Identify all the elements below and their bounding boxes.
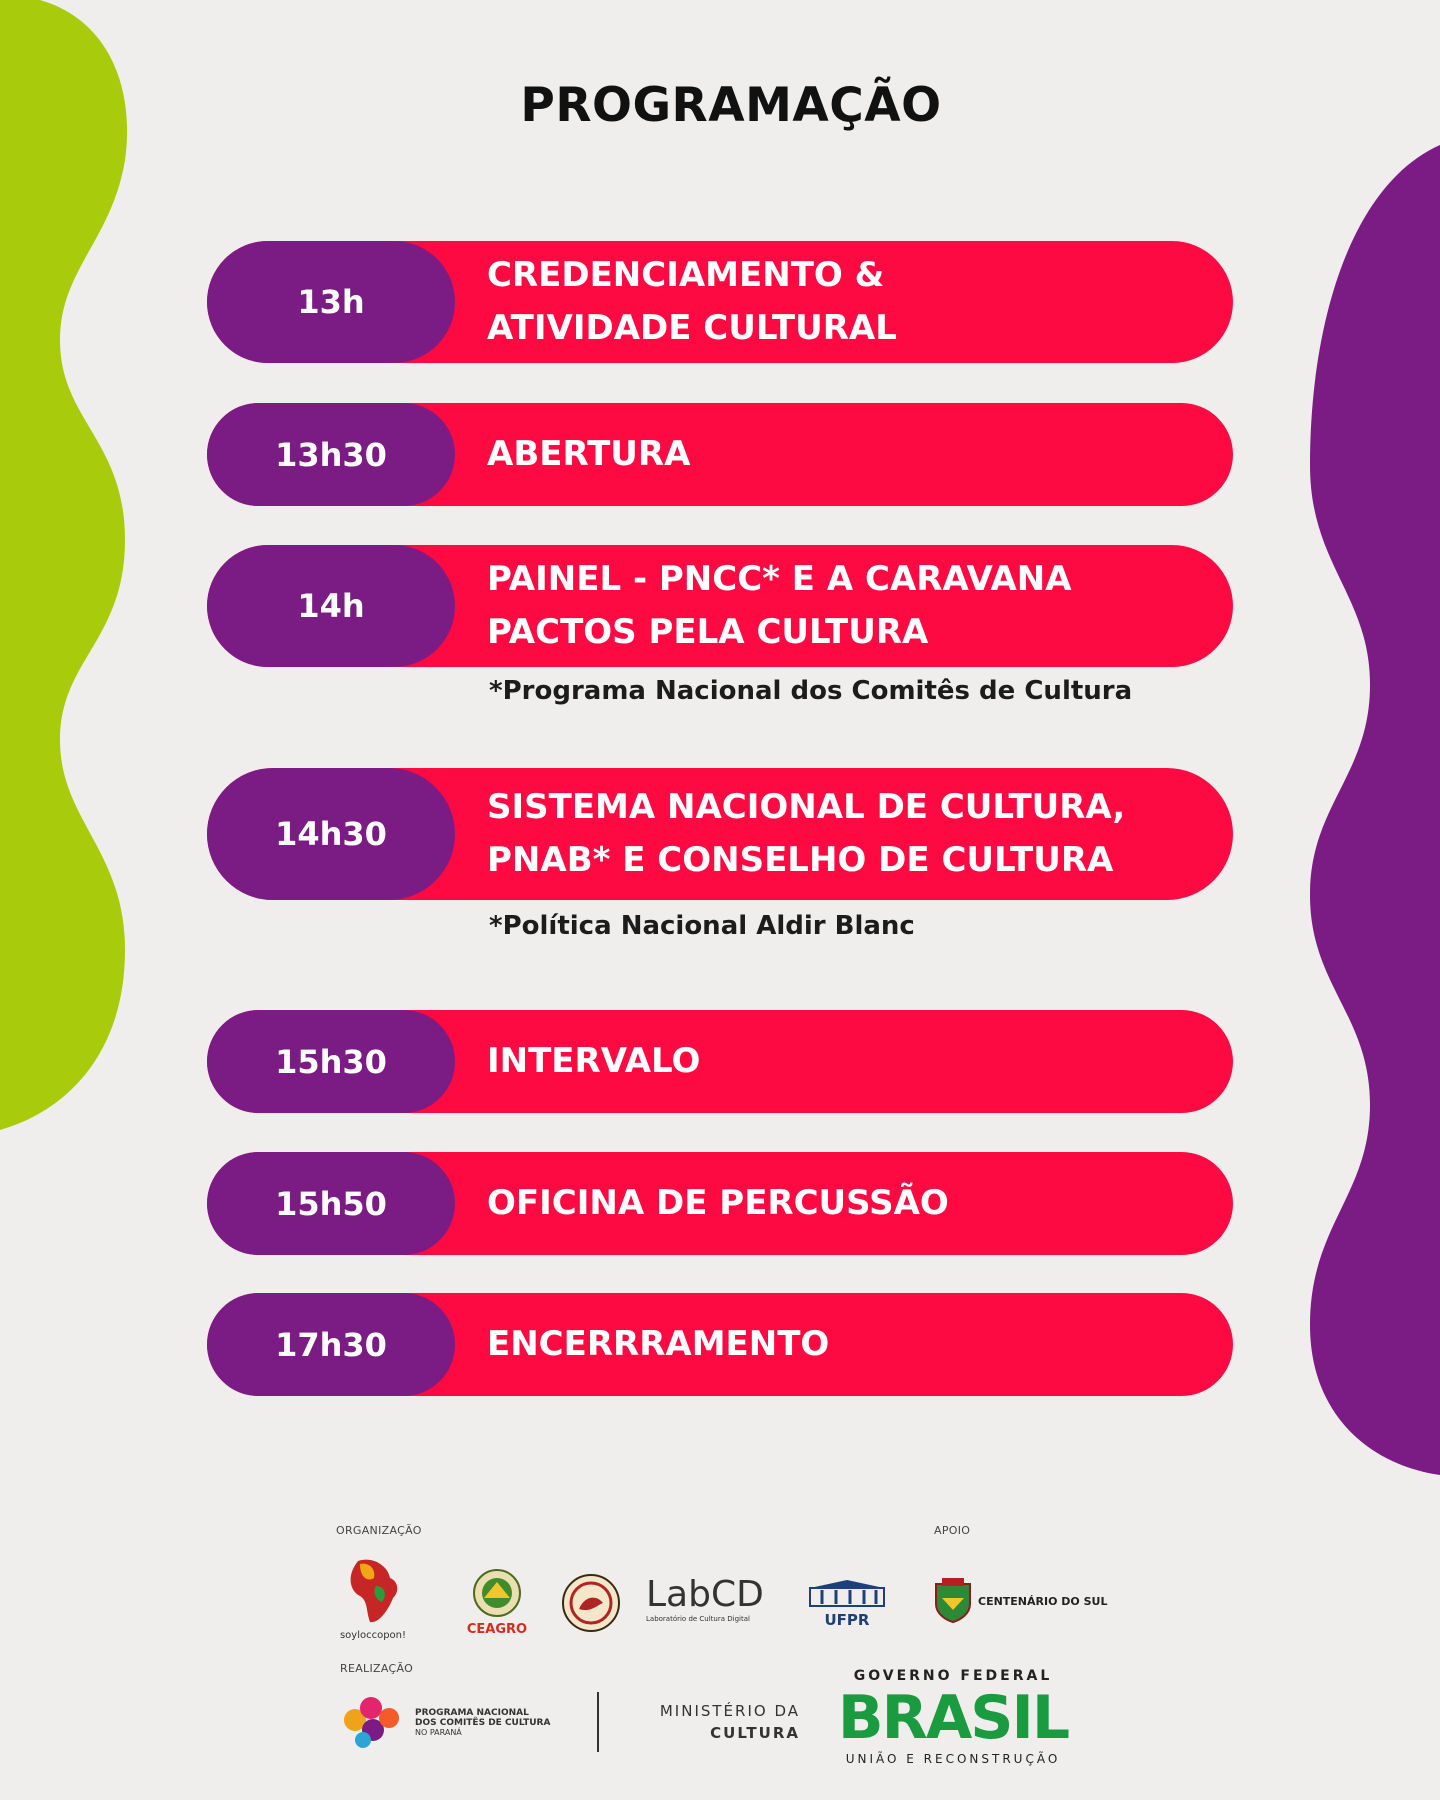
green-wave-decoration xyxy=(0,0,135,1130)
event-time: 15h50 xyxy=(275,1184,387,1223)
schedule-item xyxy=(207,545,1233,667)
schedule-item xyxy=(207,1010,1233,1113)
labcd-logo: LabCD Laboratório de Cultura Digital xyxy=(646,1574,764,1623)
soyloco-logo: soyloccopon! xyxy=(338,1556,408,1648)
governo-federal-logo: GOVERNO FEDERAL BRASIL UNIÃO E RECONSTRUÇÃO xyxy=(833,1668,1073,1780)
schedule-item xyxy=(207,1293,1233,1396)
event-label: ABERTURA xyxy=(487,434,691,474)
event-label: SISTEMA NACIONAL DE CULTURA, PNAB* E CONSELHO DE CULTURA xyxy=(487,787,1126,880)
event-label: OFICINA DE PERCUSSÃO xyxy=(487,1183,949,1223)
event-label: ENCERRRAMENTO xyxy=(487,1324,830,1364)
ufpr-logo: UFPR xyxy=(806,1578,888,1628)
apoio-label: APOIO xyxy=(934,1524,971,1537)
brasil-wordmark: BRASIL xyxy=(837,1683,1069,1753)
time-pill xyxy=(207,545,455,667)
event-time: 13h xyxy=(297,283,365,321)
organizacao-label: ORGANIZAÇÃO xyxy=(336,1524,422,1537)
centenario-do-sul-logo: CENTENÁRIO DO SUL xyxy=(932,1578,1122,1624)
time-pill xyxy=(207,1293,455,1396)
time-pill xyxy=(207,1010,455,1113)
time-pill xyxy=(207,1152,455,1255)
event-time: 14h xyxy=(297,587,365,625)
ceagro-logo: CEAGRO xyxy=(462,1568,532,1640)
schedule-item xyxy=(207,768,1233,900)
event-label: CREDENCIAMENTO & ATIVIDADE CULTURAL xyxy=(487,255,897,348)
event-label: PAINEL - PNCC* E A CARAVANA PACTOS PELA CULTURA xyxy=(487,559,1072,652)
event-time: 15h30 xyxy=(275,1042,387,1081)
event-label: INTERVALO xyxy=(487,1041,701,1081)
schedule-item xyxy=(207,1152,1233,1255)
page-title: PROGRAMAÇÃO xyxy=(520,78,942,133)
schedule-item xyxy=(207,403,1233,506)
event-time: 14h30 xyxy=(275,815,387,853)
cultural-emblem-logo xyxy=(561,1573,621,1633)
time-pill xyxy=(207,768,455,900)
pncc-logo: PROGRAMA NACIONAL DOS COMITÊS DE CULTURA NO PARANÁ xyxy=(335,1692,565,1752)
ministerio-cultura-logo: MINISTÉRIO DA CULTURA xyxy=(659,1702,800,1742)
time-pill xyxy=(207,403,455,506)
time-pill xyxy=(207,241,455,363)
footnote: *Programa Nacional dos Comitês de Cultura xyxy=(489,676,1133,706)
schedule-item xyxy=(207,241,1233,363)
event-time: 13h30 xyxy=(275,435,387,474)
realizacao-label: REALIZAÇÃO xyxy=(340,1662,414,1675)
footer-divider xyxy=(597,1692,599,1752)
event-time: 17h30 xyxy=(275,1325,387,1364)
footnote: *Política Nacional Aldir Blanc xyxy=(489,911,915,941)
purple-wave-decoration xyxy=(1290,145,1440,1475)
